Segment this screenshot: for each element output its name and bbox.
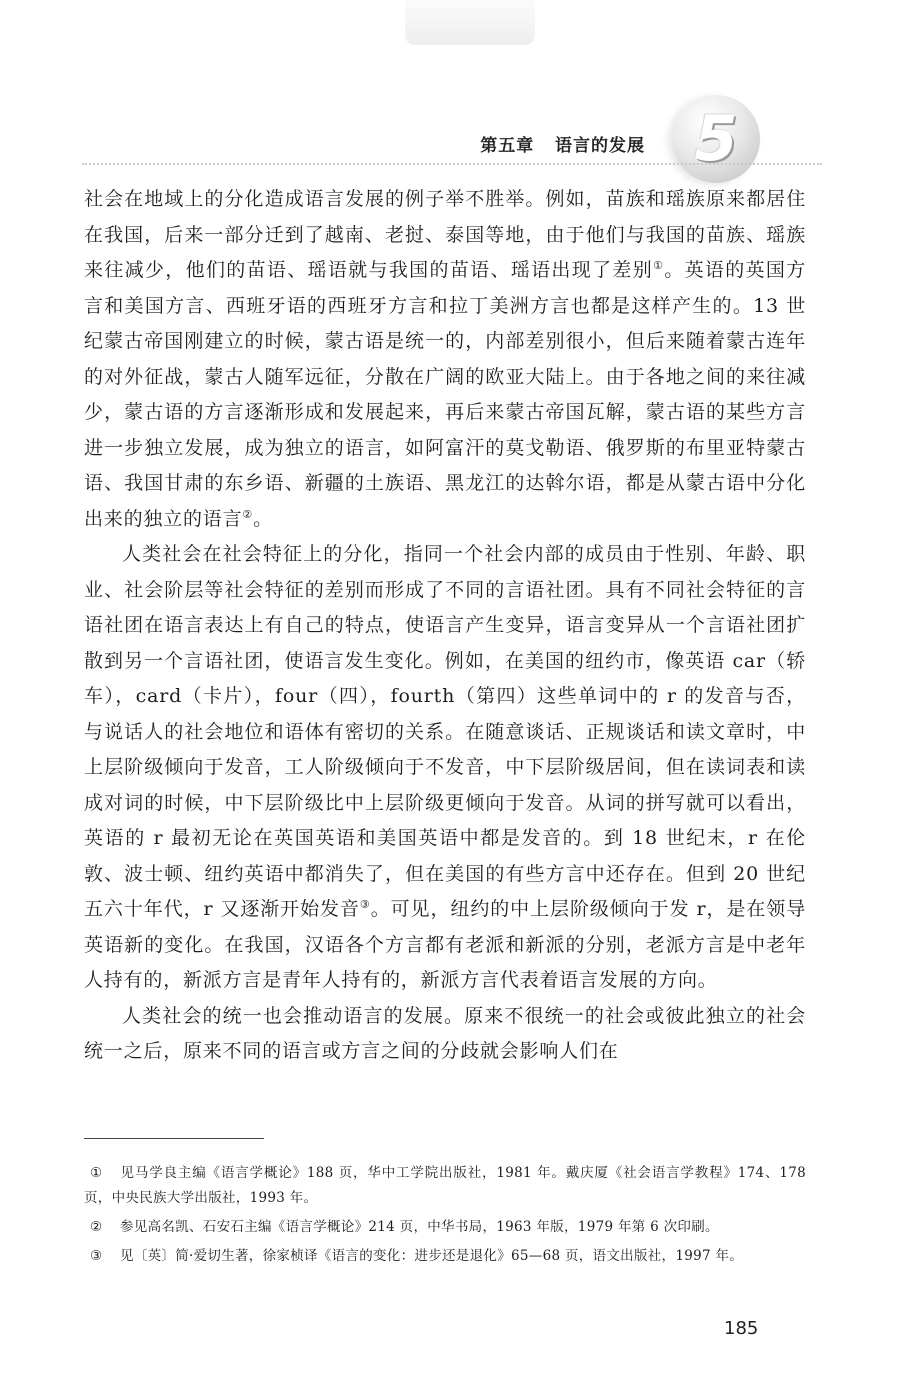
footnote-marker: ① [90, 1165, 103, 1181]
footnote [84, 1215, 806, 1240]
top-tab-decoration [405, 0, 535, 45]
running-header [480, 131, 645, 156]
body-paragraph [84, 537, 806, 999]
chapter-title: 语言的发展 [555, 136, 645, 156]
body-text-run: 人类社会在社会特征上的分化，指同一个社会内部的成员由于性别、年龄、职业、社会阶层等社会特征的差别而形成了不同的言语社团。具有不同社会特征的言语社团在语言表达上有自己的特点，使语言产生变异，语言变异从一个言语社团扩散到另一个言语社团，使语言发生变化。例如，在美国的纽约市，像英语 car（轿车），card（卡片），four（四），fourth（第四）这些单词中的 r 的发音与否，与说话人的社会地位和语体有密切的关系。在随意谈话、正规谈话和读文章时，中上层阶级倾向于发音，工人阶级倾向于不发音，中下层阶级居间，但在读词表和读成对词的时候，中下层阶级比中上层阶级更倾向于发音。从词的拼写就可以看出，英语的 r 最初无论在英国英语和美国英语中都是发音的。到 18 世纪末，r 在伦敦、波士顿、纽约英语中都消失了，但在美国的有些方言中还存在。但到 20 世纪五六十年代，r 又逐渐开始发音 [84, 543, 806, 920]
chapter-number: 5 [694, 102, 738, 175]
chapter-label: 第五章 [480, 136, 535, 156]
body-text-run: 人类社会的统一也会推动语言的发展。原来不很统一的社会或彼此独立的社会统一之后，原来不同的语言或方言之间的分歧就会影响人们在 [84, 1004, 806, 1062]
body-text-run: 。英语的英国方言和美国方言、西班牙语的西班牙方言和拉丁美洲方言也都是这样产生的。13 世纪蒙古帝国刚建立的时候，蒙古语是统一的，内部差别很小，但后来随着蒙古连年的对外征战，蒙古人随军远征，分散在广阔的欧亚大陆上。由于各地之间的来往减少，蒙古语的方言逐渐形成和发展起来，再后来蒙古帝国瓦解，蒙古语的某些方言进一步独立发展，成为独立的语言，如阿富汗的莫戈勒语、俄罗斯的布里亚特蒙古语、我国甘肃的东乡语、新疆的土族语、黑龙江的达斡尔语，都是从蒙古语中分化出来的独立的语言 [84, 259, 806, 530]
footnote-reference[interactable]: ① [653, 259, 665, 272]
page-number: 185 [724, 1318, 759, 1339]
footnote-reference[interactable]: ② [242, 507, 254, 521]
chapter-number-badge [672, 95, 760, 183]
footnotes [84, 1161, 806, 1273]
footnote-divider [84, 1138, 264, 1139]
body-text-run: 。可见，纽约的中上层阶级倾向于发 r，是在领导英语新的变化。在我国，汉语各个方言都有老派和新派的分别，老派方言是中老年人持有的，新派方言是青年人持有的，新派方言代表着语言发展的方向。 [84, 898, 806, 991]
footnote-text: 见〔英〕简·爱切生著，徐家桢译《语言的变化：进步还是退化》65—68 页，语文出版社，1997 年。 [120, 1248, 744, 1264]
footnote [84, 1161, 806, 1211]
footnote-text: 见马学良主编《语言学概论》188 页，华中工学院出版社，1981 年。戴庆厦《社会语言学教程》174、178 页，中央民族大学出版社，1993 年。 [84, 1165, 806, 1206]
footnote-marker: ③ [90, 1248, 103, 1264]
footnote-text: 参见高名凯、石安石主编《语言学概论》214 页，中华书局，1963 年版，1979 年第 6 次印刷。 [120, 1219, 719, 1235]
body-paragraph [84, 182, 806, 537]
body-text-run: 。 [253, 507, 273, 530]
footnote-reference[interactable]: ③ [359, 898, 371, 911]
body-text-run: 社会在地域上的分化造成语言发展的例子举不胜举。例如，苗族和瑶族原来都居住在我国，后来一部分迁到了越南、老挝、泰国等地，由于他们与我国的苗族、瑶族来往减少，他们的苗语、瑶语就与我国的苗语、瑶语出现了差别 [84, 188, 806, 281]
body-paragraph [84, 999, 806, 1070]
header-divider [82, 163, 822, 165]
footnote [84, 1244, 806, 1269]
body-text [84, 182, 806, 1070]
footnote-marker: ② [90, 1219, 103, 1235]
